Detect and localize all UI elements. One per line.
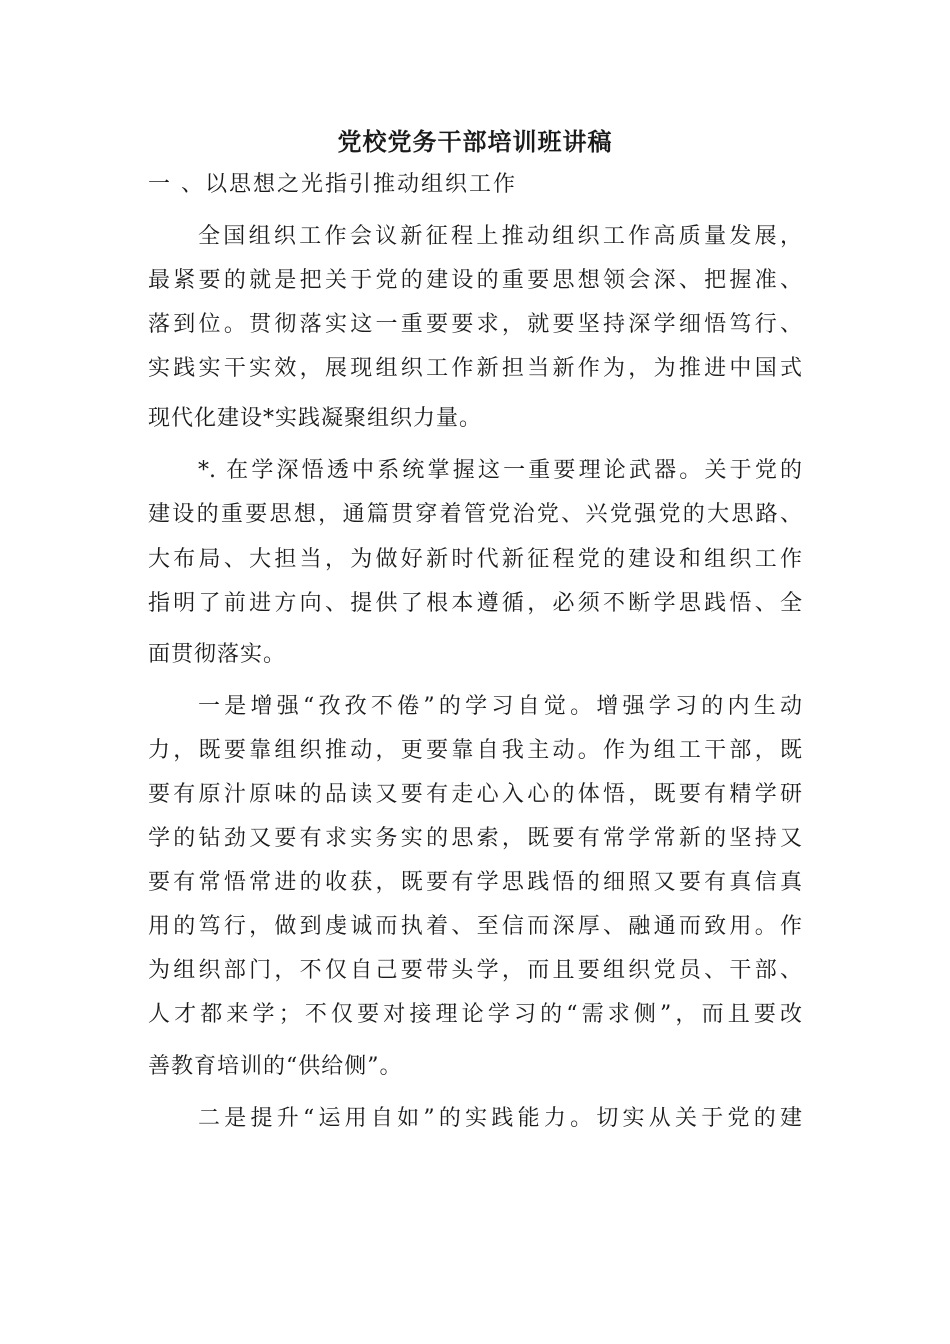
paragraph-line: 善教育培训的“供给侧”。 bbox=[148, 1054, 403, 1079]
section-heading: 一 、以思想之光指引推动组织工作 bbox=[148, 172, 517, 197]
paragraph-line: 现代化建设*实践凝聚组织力量。 bbox=[148, 406, 483, 431]
paragraph-line: 面贯彻落实。 bbox=[148, 642, 287, 667]
paragraph-line: *. 在学深悟透中系统掌握这一重要理论武器。关于党的 bbox=[198, 458, 802, 483]
document-title: 党校党务干部培训班讲稿 bbox=[337, 127, 613, 156]
paragraph-line: 学的钻劲又要有求实务实的思索，既要有常学常新的坚持又 bbox=[148, 826, 802, 851]
paragraph-line: 用的笃行，做到虔诚而执着、至信而深厚、融通而致用。作 bbox=[148, 914, 802, 939]
paragraph-line: 最紧要的就是把关于党的建设的重要思想领会深、把握准、 bbox=[148, 268, 802, 293]
paragraph-line: 二是提升“运用自如”的实践能力。切实从关于党的建 bbox=[198, 1106, 802, 1131]
paragraph-line: 全国组织工作会议新征程上推动组织工作高质量发展， bbox=[198, 224, 802, 249]
paragraph-line: 要有原汁原味的品读又要有走心入心的体悟，既要有精学研 bbox=[148, 782, 802, 807]
paragraph-line: 大布局、大担当，为做好新时代新征程党的建设和组织工作 bbox=[148, 547, 802, 572]
paragraph-line: 为组织部门，不仅自己要带头学，而且要组织党员、干部、 bbox=[148, 958, 802, 983]
paragraph-line: 实践实干实效，展现组织工作新担当新作为，为推进中国式 bbox=[148, 356, 802, 381]
paragraph-line: 要有常悟常进的收获，既要有学思践悟的细照又要有真信真 bbox=[148, 870, 802, 895]
paragraph-line: 落到位。贯彻落实这一重要要求，就要坚持深学细悟笃行、 bbox=[148, 312, 802, 337]
paragraph-line: 力，既要靠组织推动，更要靠自我主动。作为组工干部，既 bbox=[148, 738, 802, 763]
paragraph-line: 指明了前进方向、提供了根本遵循，必须不断学思践悟、全 bbox=[148, 591, 802, 616]
paragraph-line: 一是增强“孜孜不倦”的学习自觉。增强学习的内生动 bbox=[198, 694, 802, 719]
paragraph-line: 建设的重要思想，通篇贯穿着管党治党、兴党强党的大思路、 bbox=[148, 502, 802, 527]
paragraph-line: 人才都来学；不仅要对接理论学习的“需求侧”，而且要改 bbox=[148, 1002, 802, 1027]
